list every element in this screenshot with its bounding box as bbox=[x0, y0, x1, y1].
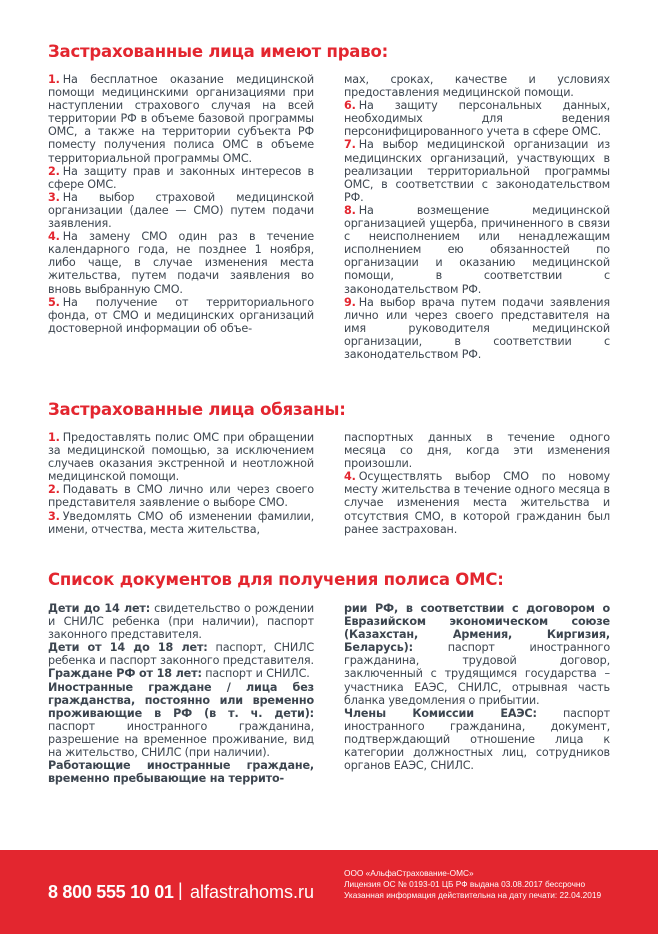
document-requirements: паспорт и СНИЛС. bbox=[205, 667, 310, 681]
item-text: На выбор медицинской организации из медицинских организаций, участвующих в реализации территориальной программы ОМС, в соответствии с законодательством РФ. bbox=[344, 138, 610, 204]
duties-column-left bbox=[48, 431, 314, 536]
document-requirements: паспорт, СНИЛС ребенка и паспорт законного представителя. bbox=[48, 641, 315, 668]
section-title-documents: Список документов для получения полиса ОМС: bbox=[48, 570, 504, 589]
item-text: На выбор врача путем подачи заявления лично или через своего представителя на имя руководителя медицинской организации, в соответствии с законодательством РФ. bbox=[344, 295, 610, 361]
documents-columns bbox=[48, 602, 610, 785]
item-number: 7. bbox=[344, 138, 356, 152]
section-title-rights: Застрахованные лица имеют право: bbox=[48, 42, 389, 61]
rights-list-right bbox=[344, 99, 610, 361]
footer-license: Лицензия ОС № 0193-01 ЦБ РФ выдана 03.08.2017 бессрочно bbox=[344, 879, 586, 889]
item-number: 4. bbox=[344, 470, 356, 484]
document-entry bbox=[48, 681, 314, 760]
document-category: Работающие иностранные граждане, временно пребывающие на террито- bbox=[48, 759, 314, 786]
footer-legal bbox=[344, 868, 601, 901]
rights-columns bbox=[48, 73, 610, 361]
rights-continuation: мах, сроках, качестве и условиях предоставления медицинской помощи. bbox=[344, 73, 610, 100]
item-text: На бесплатное оказание медицинской помощи медицинскими организациями при наступлении страхового случая на всей территории РФ в объеме базовой программы ОМС, а также на территории субъекта РФ поместу получения полиса ОМС в объеме территориальной программы ОМС. bbox=[48, 73, 314, 165]
item-text: На замену СМО один раз в течение календарного года, не позднее 1 ноября, либо чаще, в случае изменения места жительства, путем подачи заявления во вновь выбранную СМО. bbox=[48, 230, 314, 296]
document-requirements: паспорт иностранного гражданина, трудовой договор, заключенный с трудящимся государства – участника ЕАЭС, СНИЛС, отрывная часть бланка уведомления о прибытии. bbox=[344, 641, 611, 707]
document-category: Граждане РФ от 18 лет: bbox=[48, 667, 202, 681]
document-category: Иностранные граждане / лица без гражданства, постоянно или временно проживающие в РФ (в т. ч. дети): bbox=[48, 680, 314, 720]
rights-column-left bbox=[48, 73, 314, 361]
documents-column-right bbox=[344, 602, 610, 785]
list-item bbox=[48, 431, 314, 483]
document-entry bbox=[48, 641, 314, 667]
item-number: 2. bbox=[48, 483, 60, 497]
list-item bbox=[344, 204, 610, 296]
duties-list-right bbox=[344, 470, 610, 535]
footer-separator: | bbox=[178, 880, 183, 900]
list-item bbox=[344, 470, 610, 535]
duties-columns bbox=[48, 431, 610, 536]
list-item bbox=[48, 510, 314, 536]
list-item bbox=[344, 138, 610, 203]
list-item bbox=[48, 73, 314, 165]
item-number: 5. bbox=[48, 295, 60, 309]
list-item bbox=[48, 483, 314, 509]
list-item bbox=[48, 296, 314, 335]
rights-column-right bbox=[344, 73, 610, 361]
footer-phone[interactable]: 8 800 555 10 01 bbox=[48, 882, 174, 902]
list-item bbox=[48, 230, 314, 295]
item-number: 3. bbox=[48, 190, 60, 204]
list-item bbox=[48, 191, 314, 230]
item-number: 8. bbox=[344, 203, 356, 217]
document-entry bbox=[344, 707, 610, 772]
duties-column-right bbox=[344, 431, 610, 536]
document-entry bbox=[48, 602, 314, 641]
document-entry bbox=[48, 667, 314, 680]
document-entry bbox=[344, 602, 610, 707]
item-text: На защиту персональных данных, необходимых для ведения персонифицированного учета в сфере ОМС. bbox=[344, 99, 610, 139]
item-number: 9. bbox=[344, 295, 356, 309]
document-category: Дети от 14 до 18 лет: bbox=[48, 641, 208, 655]
document-requirements: свидетельство о рождении и СНИЛС ребенка (при наличии), паспорт законного представителя. bbox=[48, 602, 314, 642]
document-requirements: паспорт иностранного гражданина, разрешение на временное проживание, вид на жительство, СНИЛС (при наличии). bbox=[48, 719, 314, 760]
item-text: На защиту прав и законных интересов в сфере ОМС. bbox=[48, 164, 314, 191]
document-category: рии РФ, в соответствии с договором о Евразийском экономическом союзе (Казахстан, Армения, Киргизия, Беларусь): bbox=[344, 602, 610, 655]
list-item bbox=[48, 165, 314, 191]
list-item bbox=[344, 99, 610, 138]
footer-company: ООО «АльфаСтрахование-ОМС» bbox=[344, 868, 474, 878]
section-title-duties: Застрахованные лица обязаны: bbox=[48, 400, 346, 419]
list-item bbox=[344, 296, 610, 361]
item-number: 3. bbox=[48, 509, 60, 523]
item-text: На возмещение медицинской организацией ущерба, причиненного в связи с неисполнением или ненадлежащим исполнением ею обязанностей по организации и оказанию медицинской помощи, в соответствии с законодательством РФ. bbox=[344, 203, 610, 296]
item-number: 4. bbox=[48, 230, 60, 244]
footer-bar bbox=[0, 850, 658, 934]
item-number: 6. bbox=[344, 99, 356, 113]
document-category: Дети до 14 лет: bbox=[48, 602, 151, 615]
item-text: Подавать в СМО лично или через своего представителя заявление о выборе СМО. bbox=[48, 483, 314, 510]
footer-website-link[interactable]: alfastrahoms.ru bbox=[190, 882, 315, 902]
documents-column-left bbox=[48, 602, 314, 785]
item-text: На получение от территориального фонда, от СМО и медицинских организаций достоверной информации об объе- bbox=[48, 295, 314, 335]
document-entry bbox=[48, 759, 314, 785]
item-text: Предоставлять полис ОМС при обращении за медицинской помощью, за исключением случаев оказания экстренной и неотложной медицинской помощи. bbox=[48, 431, 314, 484]
item-number: 1. bbox=[48, 73, 60, 86]
document-requirements: паспорт иностранного гражданина, документ, подтверждающий отношение лица к категории должностных лиц, сотрудников органов ЕАЭС, СНИЛС. bbox=[344, 706, 610, 773]
item-text: На выбор страховой медицинской организации (далее — СМО) путем подачи заявления. bbox=[48, 190, 314, 231]
item-number: 1. bbox=[48, 431, 60, 444]
item-text: Уведомлять СМО об изменении фамилии, имени, отчества, места жительства, bbox=[48, 509, 314, 536]
footer-note: Указанная информация действительна на дату печати: 22.04.2019 bbox=[344, 890, 602, 900]
duties-continuation: паспортных данных в течение одного месяца со дня, когда эти изменения произошли. bbox=[344, 431, 610, 471]
item-number: 2. bbox=[48, 164, 60, 178]
document-category: Члены Комиссии ЕАЭС: bbox=[344, 706, 537, 720]
item-text: Осуществлять выбор СМО по новому месту жительства в течение одного месяца в случае изменения места жительства и отсутствия СМО, в которой гражданин был ранее застрахован. bbox=[344, 470, 610, 536]
